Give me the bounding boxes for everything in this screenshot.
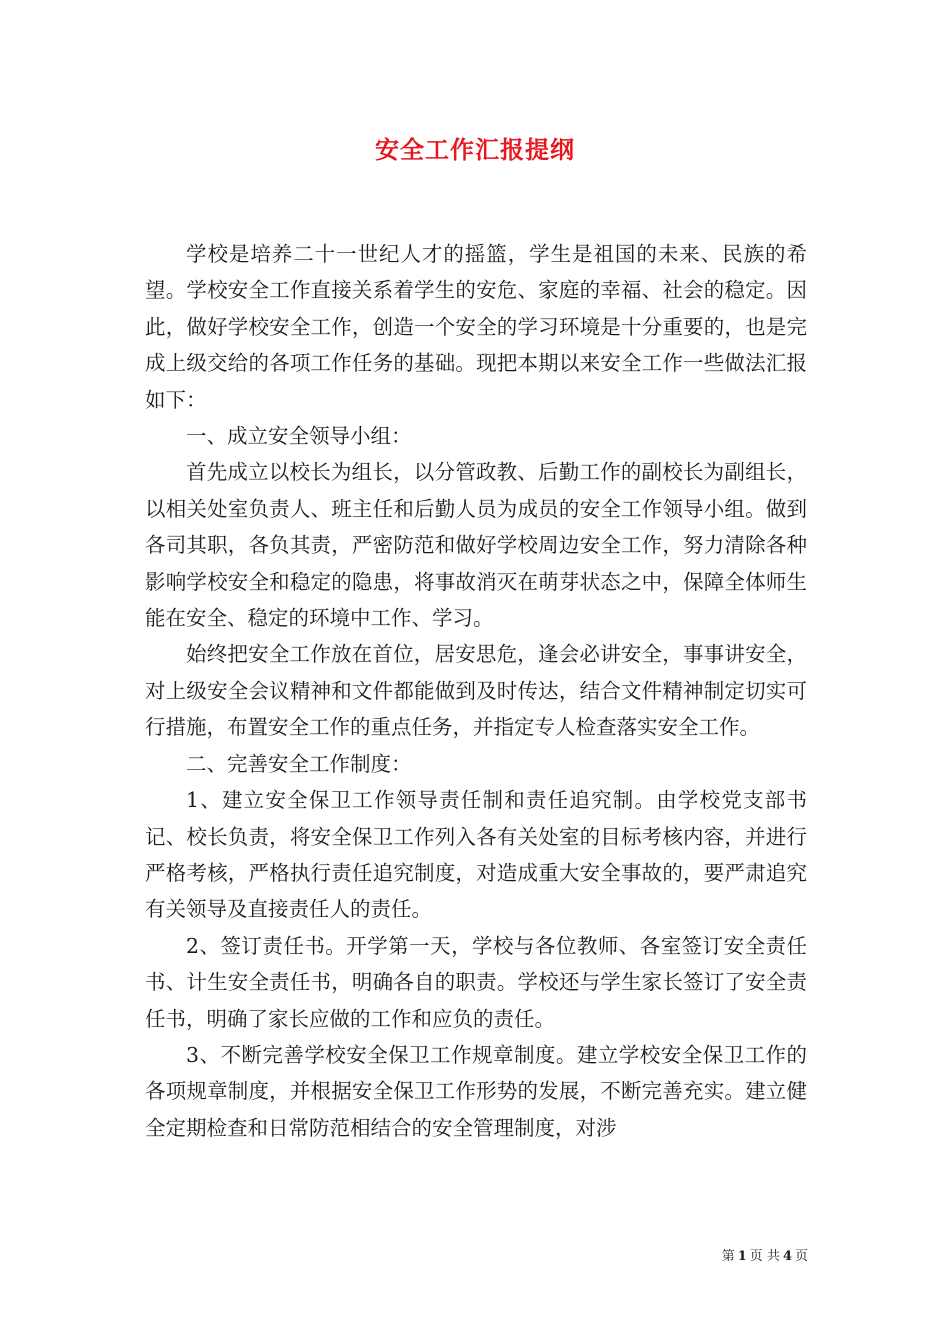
document-body (145, 236, 807, 1146)
section-heading-2: 二、完善安全工作制度： (186, 751, 412, 776)
footer-middle: 页 共 (749, 1249, 780, 1264)
footer-current-page: 1 (737, 1249, 747, 1264)
paragraph-intro: 学校是培养二十一世纪人才的摇篮，学生是祖国的未来、民族的希望。学校安全工作直接关系着学生的安危、家庭的幸福、社会的稳定。因此，做好学校安全工作，创造一个安全的学习环境是十分重要的，也是完成上级交给的各项工作任务的基础。现把本期以来安全工作一些做法汇报如下： (145, 242, 807, 412)
footer-total-pages: 4 (782, 1249, 792, 1264)
paragraph-leadership-group: 首先成立以校长为组长，以分管政教、后勤工作的副校长为副组长，以相关处室负责人、班主任和后勤人员为成员的安全工作领导小组。做到各司其职，各负其责，严密防范和做好学校周边安全工作，努力清除各种影响学校安全和稳定的隐患，将事故消灭在萌芽状态之中，保障全体师生能在安全、稳定的环境中工作、学习。 (145, 460, 807, 631)
paragraph-item-1: 1、建立安全保卫工作领导责任制和责任追究制。由学校党支部书记、校长负责，将安全保卫工作列入各有关处室的目标考核内容，并进行严格考核，严格执行责任追究制度，对造成重大安全事故的，要严肃追究有关领导及直接责任人的责任。 (145, 788, 807, 922)
page-number-footer (722, 1248, 808, 1266)
paragraph-item-3: 3、不断完善学校安全保卫工作规章制度。建立学校安全保卫工作的各项规章制度，并根据安全保卫工作形势的发展，不断完善充实。建立健全定期检查和日常防范相结合的安全管理制度，对涉 (145, 1042, 807, 1140)
footer-suffix: 页 (794, 1249, 808, 1264)
paragraph-safety-priority: 始终把安全工作放在首位，居安思危，逢会必讲安全，事事讲安全，对上级安全会议精神和文件都能做到及时传达，结合文件精神制定切实可行措施，布置安全工作的重点任务，并指定专人检查落实安全工作。 (145, 642, 807, 740)
paragraph-item-2: 2、签订责任书。开学第一天，学校与各位教师、各室签订安全责任书、计生安全责任书，明确各自的职责。学校还与学生家长签订了安全责任书，明确了家长应做的工作和应负的责任。 (145, 933, 807, 1031)
section-heading-1: 一、成立安全领导小组： (186, 424, 412, 449)
footer-prefix: 第 (721, 1249, 735, 1264)
document-title: 安全工作汇报提纲 (375, 135, 575, 164)
